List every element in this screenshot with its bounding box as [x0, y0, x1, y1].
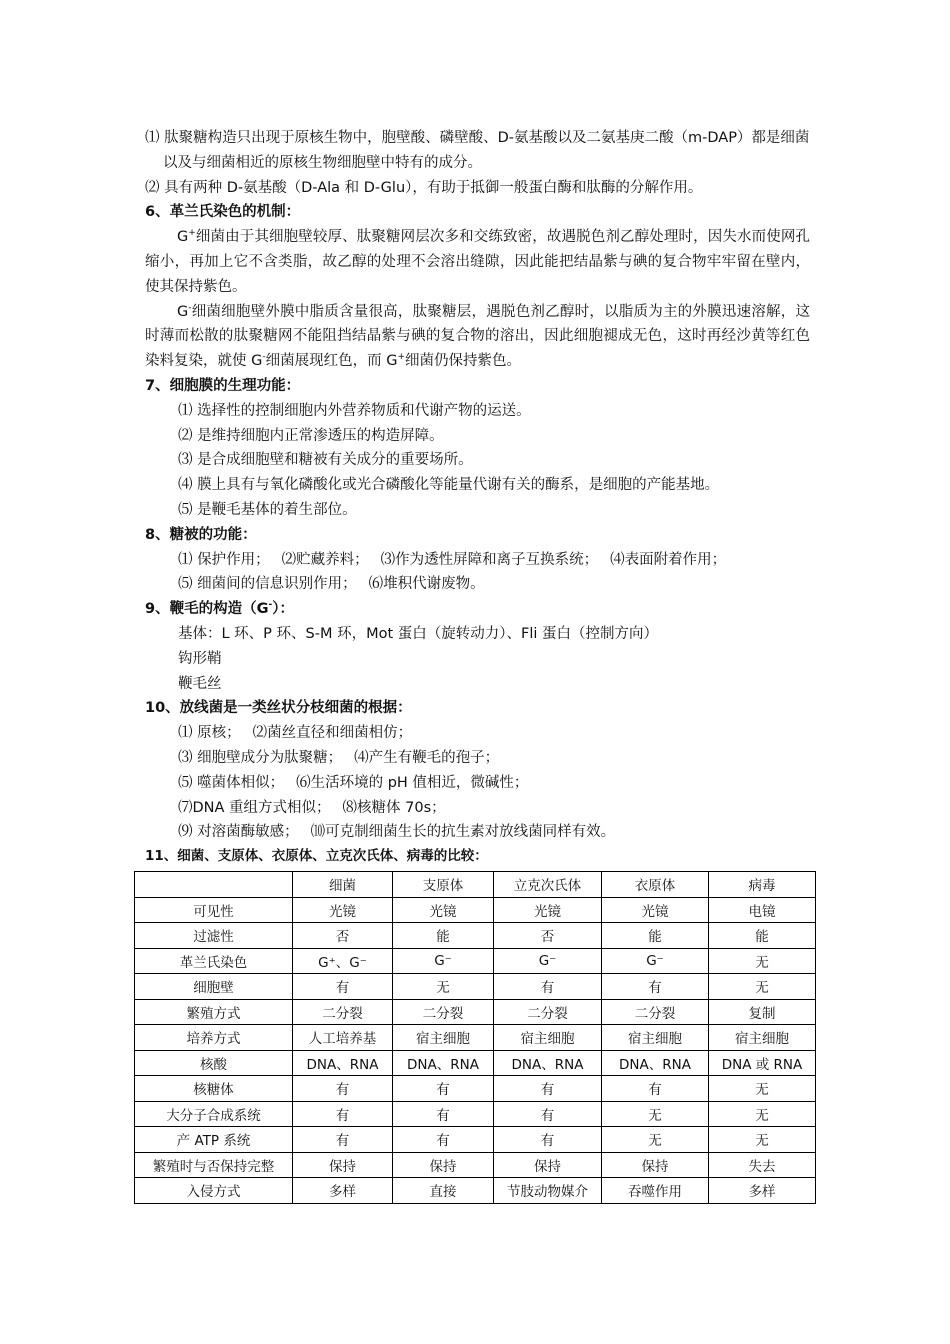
table-header-cell: 衣原体: [602, 872, 709, 898]
table-cell: 产 ATP 系统: [135, 1127, 293, 1153]
section-7-heading: 7、细胞膜的生理功能：: [145, 377, 301, 394]
table-cell: DNA、RNA: [293, 1050, 393, 1076]
table-cell: 无: [709, 1076, 816, 1102]
table-cell: 有: [393, 1076, 494, 1102]
table-cell: 光镜: [602, 897, 709, 923]
table-cell: 有: [494, 974, 602, 1000]
table-cell: 核酸: [135, 1050, 293, 1076]
section-11-heading: 11、细菌、支原体、衣原体、立克次氏体、病毒的比较：: [145, 848, 488, 865]
table-cell: 多样: [709, 1178, 816, 1204]
table-cell: 有: [494, 1076, 602, 1102]
table-cell: 可见性: [135, 897, 293, 923]
table-cell: 保持: [293, 1152, 393, 1178]
list-item: ⑸ 是鞭毛基体的着生部位。: [178, 501, 357, 518]
table-cell: 有: [494, 1127, 602, 1153]
table-cell: 无: [709, 948, 816, 974]
capsule-functions-line-2: ⑸ 细菌间的信息识别作用； ⑹堆积代谢废物。: [178, 576, 485, 593]
list-item: ⑵ 是维持细胞内正常渗透压的构造屏障。: [178, 427, 444, 444]
table-header-cell: 立克次氏体: [494, 872, 602, 898]
table-row: [135, 1025, 816, 1051]
table-cell: 电镜: [709, 897, 816, 923]
table-cell: 直接: [393, 1178, 494, 1204]
peptidoglycan-point-1: ⑴ 肽聚糖构造只出现于原核生物中，胞壁酸、磷壁酸、D-氨基酸以及二氨基庚二酸（m-DAP）都是细菌以及与细菌相近的原核生物细胞壁中特有的成分。: [145, 130, 810, 171]
list-item: 基体：L 环、P 环、S-M 环，Mot 蛋白（旋转动力）、Fli 蛋白（控制方向）: [178, 625, 659, 642]
table-cell: 光镜: [393, 897, 494, 923]
table-row: [135, 1050, 816, 1076]
table-cell: DNA、RNA: [602, 1050, 709, 1076]
table-cell: 细胞壁: [135, 974, 293, 1000]
actinomycete-reasons-line: ⑺DNA 重组方式相似； ⑻核糖体 70s；: [178, 799, 446, 816]
table-cell: 无: [602, 1127, 709, 1153]
table-cell: 吞噬作用: [602, 1178, 709, 1204]
table-cell: 有: [393, 1101, 494, 1127]
table-row: [135, 999, 816, 1025]
table-cell: 无: [709, 974, 816, 1000]
list-item: 钩形鞘: [178, 650, 222, 667]
table-cell: 核糖体: [135, 1076, 293, 1102]
table-cell: 人工培养基: [293, 1025, 393, 1051]
peptidoglycan-point-2: ⑵ 具有两种 D-氨基酸（D-Ala 和 D-Glu），有助于抵御一般蛋白酶和肽酶的分解作用。: [145, 179, 703, 196]
capsule-functions-line-1: ⑴ 保护作用； ⑵贮藏养料； ⑶作为透性屏障和离子互换系统； ⑷表面附着作用；: [178, 551, 727, 568]
table-cell: 无: [602, 1101, 709, 1127]
actinomycete-reasons-line: ⑼ 对溶菌酶敏感； ⑽可克制细菌生长的抗生素对放线菌同样有效。: [178, 824, 616, 841]
table-cell: 培养方式: [135, 1025, 293, 1051]
list-item: ⑶ 是合成细胞壁和糖被有关成分的重要场所。: [178, 452, 473, 469]
table-cell: 繁殖方式: [135, 999, 293, 1025]
table-cell: 有: [602, 1076, 709, 1102]
table-row: [135, 1127, 816, 1153]
table-cell: 无: [709, 1101, 816, 1127]
table-cell: 否: [494, 923, 602, 949]
table-cell: 能: [393, 923, 494, 949]
table-cell: 保持: [494, 1152, 602, 1178]
list-item: ⑴ 选择性的控制细胞内外营养物质和代谢产物的运送。: [178, 402, 531, 419]
section-8-heading: 8、糖被的功能：: [145, 526, 257, 543]
table-header-cell: 支原体: [393, 872, 494, 898]
table-cell: G⁻: [494, 948, 602, 974]
table-cell: 失去: [709, 1152, 816, 1178]
gram-positive-paragraph: G+细菌由于其细胞壁较厚、肽聚糖网层次多和交练致密，故遇脱色剂乙醇处理时，因失水而使网孔缩小，再加上它不含类脂，故乙醇的处理不会溶出缝隙，因此能把结晶紫与碘的复合物牢牢留在壁内，使其保持紫色。: [145, 228, 810, 295]
table-cell: G⁻: [602, 948, 709, 974]
table-cell: 宿主细胞: [393, 1025, 494, 1051]
table-header-cell: 病毒: [709, 872, 816, 898]
table-row: [135, 974, 816, 1000]
table-cell: 宿主细胞: [602, 1025, 709, 1051]
table-row: [135, 1076, 816, 1102]
table-cell: 二分裂: [393, 999, 494, 1025]
table-cell: G⁻: [393, 948, 494, 974]
table-cell: 有: [602, 974, 709, 1000]
table-cell: 二分裂: [293, 999, 393, 1025]
gram-negative-paragraph: G-细菌细胞壁外膜中脂质含量很高，肽聚糖层，遇脱色剂乙醇时，以脂质为主的外膜迅速溶解，这时薄而松散的肽聚糖网不能阻挡结晶紫与碘的复合物的溶出，因此细胞褪成无色，这时再经沙黄等红色染料复染，就使 G-细菌展现红色，而 G+细菌仍保持紫色。: [145, 302, 810, 370]
table-cell: 二分裂: [602, 999, 709, 1025]
table-row: [135, 1178, 816, 1204]
section-10-heading: 10、放线菌是一类丝状分枝细菌的根据：: [145, 700, 412, 717]
actinomycete-reasons-line: ⑴ 原核； ⑵菌丝直径和细菌相仿；: [178, 725, 413, 742]
section-6-heading: 6、革兰氏染色的机制：: [145, 204, 301, 221]
table-cell: 入侵方式: [135, 1178, 293, 1204]
actinomycete-reasons-line: ⑸ 噬菌体相似； ⑹生活环境的 pH 值相近，微碱性；: [178, 774, 529, 791]
table-header-row: [135, 872, 816, 898]
table-cell: 能: [602, 923, 709, 949]
comparison-table: [134, 871, 816, 1204]
table-cell: 有: [393, 1127, 494, 1153]
table-cell: DNA、RNA: [494, 1050, 602, 1076]
table-row: [135, 1152, 816, 1178]
table-cell: 有: [293, 974, 393, 1000]
table-cell: 能: [709, 923, 816, 949]
table-cell: 节肢动物媒介: [494, 1178, 602, 1204]
table-cell: 否: [293, 923, 393, 949]
document-body: [145, 126, 810, 867]
table-cell: 无: [393, 974, 494, 1000]
table-cell: 繁殖时与否保持完整: [135, 1152, 293, 1178]
table-cell: G⁺、G⁻: [293, 948, 393, 974]
table-row: [135, 948, 816, 974]
table-cell: 宿主细胞: [709, 1025, 816, 1051]
table-cell: 有: [293, 1076, 393, 1102]
list-item: 鞭毛丝: [178, 675, 222, 692]
table-cell: 革兰氏染色: [135, 948, 293, 974]
table-cell: DNA、RNA: [393, 1050, 494, 1076]
table-header-cell: 细菌: [293, 872, 393, 898]
list-item: ⑷ 膜上具有与氧化磷酸化或光合磷酸化等能量代谢有关的酶系，是细胞的产能基地。: [178, 477, 720, 494]
table-cell: DNA 或 RNA: [709, 1050, 816, 1076]
table-cell: 保持: [602, 1152, 709, 1178]
table-cell: 多样: [293, 1178, 393, 1204]
table-cell: 光镜: [293, 897, 393, 923]
table-cell: 有: [293, 1101, 393, 1127]
table-cell: 无: [709, 1127, 816, 1153]
section-9-heading: 9、鞭毛的构造（G-）：: [145, 600, 294, 618]
table-cell: 保持: [393, 1152, 494, 1178]
table-cell: 过滤性: [135, 923, 293, 949]
table-cell: 大分子合成系统: [135, 1101, 293, 1127]
table-row: [135, 897, 816, 923]
table-row: [135, 923, 816, 949]
table-cell: 有: [293, 1127, 393, 1153]
table-row: [135, 1101, 816, 1127]
actinomycete-reasons-line: ⑶ 细胞壁成分为肽聚糖； ⑷产生有鞭毛的孢子；: [178, 749, 500, 766]
table-cell: 光镜: [494, 897, 602, 923]
table-cell: 复制: [709, 999, 816, 1025]
table-cell: 有: [494, 1101, 602, 1127]
table-cell: 二分裂: [494, 999, 602, 1025]
table-header-cell: [135, 872, 293, 898]
table-cell: 宿主细胞: [494, 1025, 602, 1051]
